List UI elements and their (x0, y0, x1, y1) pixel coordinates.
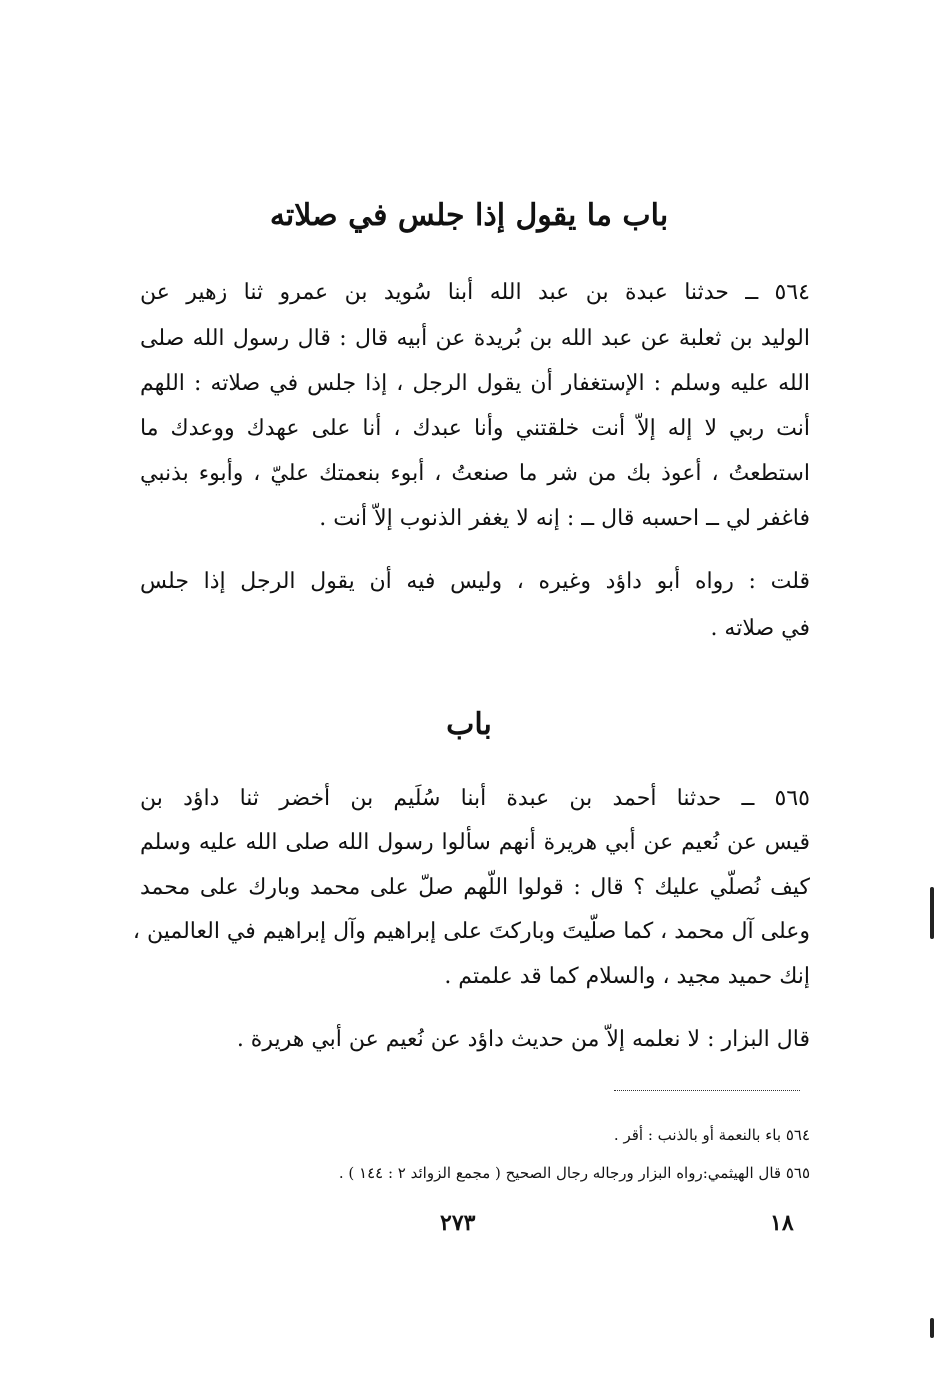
text-line: قيس عن نُعيم عن أبي هريرة أنهم سألوا رسول الله صلى الله عليه وسلم (140, 830, 810, 855)
page-number: ٢٧٣ (440, 1210, 476, 1236)
text-line: قلت : رواه أبو داؤد وغيره ، وليس فيه أن يقول الرجل إذا جلس (140, 569, 810, 594)
footnote: ٥٦٥ قال الهيثمي:رواه البزار ورجاله رجال الصحيح ( مجمع الزوائد ٢ : ١٤٤ ) . (338, 1164, 810, 1182)
text-line: فاغفر لي ــ احسبه قال ــ : إنه لا يغفر الذنوب إلاّ أنت . (319, 506, 810, 531)
footnote: ٥٦٤ باء بالنعمة أو بالذنب : أقر . (613, 1126, 810, 1144)
text-line: وعلى آل محمد ، كما صلّيتَ وباركتَ على إبراهيم وآل إبراهيم في العالمين ، (132, 919, 810, 944)
signature-mark: ١٨ (770, 1210, 794, 1236)
text-line: الله عليه وسلم : الإستغفار أن يقول الرجل ، إذا جلس في صلاته : اللهم (140, 371, 810, 396)
chapter-heading: باب (446, 707, 492, 742)
text-line: قال البزار : لا نعلمه إلاّ من حديث داؤد عن نُعيم عن أبي هريرة . (236, 1027, 810, 1052)
text-line: استطعتُ ، أعوذ بك من شر ما صنعتُ ، أبوء بنعمتك عليّ ، وأبوء بذنبي (140, 461, 810, 486)
scan-edge-mark (930, 887, 934, 939)
text-line: ٥٦٤ ــ حدثنا عبدة بن عبد الله أبنا سُويد بن عمرو ثنا زهير عن (140, 280, 810, 305)
text-line: أنت ربي لا إله إلاّ أنت خلقتني وأنا عبدك ، أنا على عهدك ووعدك ما (140, 416, 810, 441)
text-line: الوليد بن ثعلبة عن عبد الله بن بُريدة عن أبيه قال : قال رسول الله صلى (140, 326, 810, 351)
chapter-heading: باب ما يقول إذا جلس في صلاته (269, 198, 669, 233)
footnote-separator (614, 1090, 800, 1091)
text-line: إنك حميد مجيد ، والسلام كما قد علمتم . (444, 964, 810, 989)
text-line: في صلاته . (710, 616, 810, 641)
text-line: كيف نُصلّي عليك ؟ قال : قولوا اللّهم صلّ على محمد وبارك على محمد (140, 875, 810, 900)
text-line: ٥٦٥ ــ حدثنا أحمد بن عبدة أبنا سُلَيم بن أخضر ثنا داؤد بن (140, 786, 810, 811)
scan-edge-mark (930, 1318, 934, 1338)
